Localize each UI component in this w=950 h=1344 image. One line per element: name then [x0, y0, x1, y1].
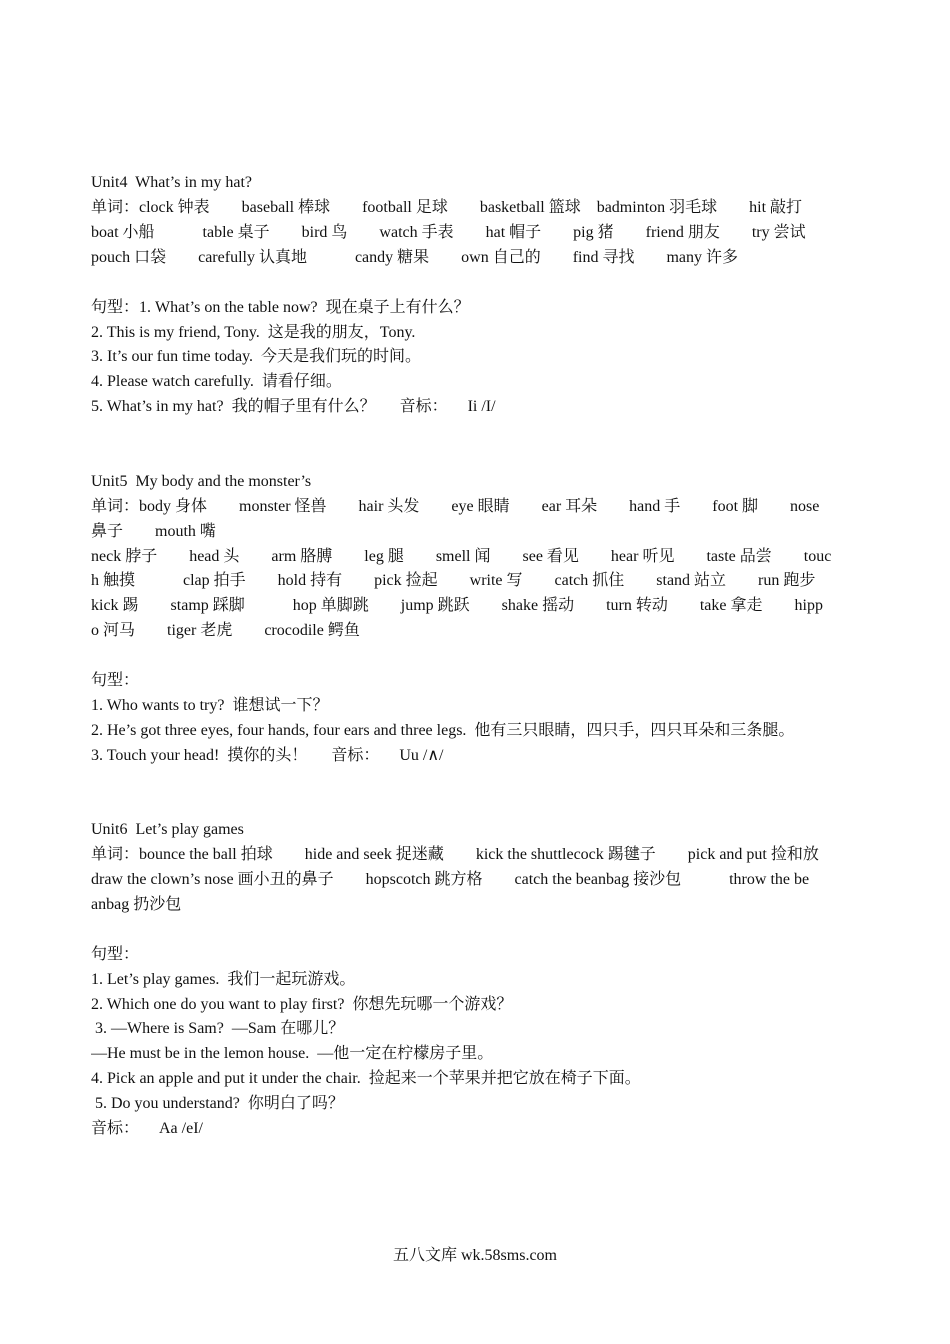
unit4-sentence-line: 5. What’s in my hat? 我的帽子里有什么？ 音标： Ii /I/	[91, 398, 496, 415]
unit6-sentence-line: —He must be in the lemon house. —他一定在柠檬房子里。	[91, 1045, 494, 1062]
unit5-vocab-line: neck 脖子 head 头 arm 胳膊 leg 腿 smell 闻 see 看见 hear 听见 taste 品尝 touc	[91, 548, 832, 565]
unit5-vocab-line: 鼻子 mouth 嘴	[91, 523, 216, 540]
unit4-vocab-line: pouch 口袋 carefully 认真地 candy 糖果 own 自己的 find 寻找 many 许多	[91, 249, 739, 266]
unit4-title: Unit4 What’s in my hat?	[91, 174, 253, 191]
unit4-sentence-line: 4. Please watch carefully. 请看仔细。	[91, 373, 342, 390]
unit6-sentence-line: 5. Do you understand? 你明白了吗？	[91, 1095, 344, 1112]
unit6-sentence-line: 4. Pick an apple and put it under the chair. 捡起来一个苹果并把它放在椅子下面。	[91, 1070, 641, 1087]
unit4-vocab-line: 单词：clock 钟表 baseball 棒球 football 足球 basketball 篮球 badminton 羽毛球 hit 敲打	[91, 199, 803, 216]
unit5-sentence-line: 3. Touch your head! 摸你的头！ 音标： Uu /∧/	[91, 747, 444, 764]
unit6-sentence-header: 句型：	[91, 946, 140, 963]
unit5-vocab-line: kick 踢 stamp 踩脚 hop 单脚跳 jump 跳跃 shake 摇动 turn 转动 take 拿走 hipp	[91, 597, 823, 614]
unit5-vocab-line: o 河马 tiger 老虎 crocodile 鳄鱼	[91, 622, 360, 639]
unit5-sentence-header: 句型：	[91, 672, 140, 689]
unit6-vocab-line: 单词：bounce the ball 拍球 hide and seek 捉迷藏 kick the shuttlecock 踢毽子 pick and put 捡和放	[91, 846, 819, 863]
unit5-sentence-line: 1. Who wants to try? 谁想试一下？	[91, 697, 329, 714]
unit6-sentence-line: 2. Which one do you want to play first? 你想先玩哪一个游戏？	[91, 996, 513, 1013]
page-footer: 五八文库 wk.58sms.com	[392, 1247, 557, 1264]
unit6-vocab-line: draw the clown’s nose 画小丑的鼻子 hopscotch 跳方格 catch the beanbag 接沙包 throw the be	[91, 871, 810, 888]
unit6-vocab-line: anbag 扔沙包	[91, 896, 182, 913]
unit6-sentence-line: 音标： Aa /eI/	[91, 1120, 203, 1137]
unit6-sentence-line: 3. —Where is Sam? —Sam 在哪儿？	[91, 1020, 345, 1037]
unit4-sentence-line: 句型：1. What’s on the table now? 现在桌子上有什么？	[91, 299, 470, 316]
unit6-sentence-line: 1. Let’s play games. 我们一起玩游戏。	[91, 971, 356, 988]
unit4-sentence-line: 3. It’s our fun time today. 今天是我们玩的时间。	[91, 348, 422, 365]
unit5-title: Unit5 My body and the monster’s	[91, 473, 312, 490]
unit4-vocab-line: boat 小船 table 桌子 bird 鸟 watch 手表 hat 帽子 pig 猪 friend 朋友 try 尝试	[91, 224, 806, 241]
unit6-title: Unit6 Let’s play games	[91, 821, 244, 838]
unit5-vocab-line: 单词：body 身体 monster 怪兽 hair 头发 eye 眼睛 ear 耳朵 hand 手 foot 脚 nose	[91, 498, 820, 515]
unit5-sentence-line: 2. He’s got three eyes, four hands, four ears and three legs. 他有三只眼睛，四只手，四只耳朵和三条腿。	[91, 722, 795, 739]
unit5-vocab-line: h 触摸 clap 拍手 hold 持有 pick 捡起 write 写 catch 抓住 stand 站立 run 跑步	[91, 572, 816, 589]
unit4-sentence-line: 2. This is my friend, Tony. 这是我的朋友，Tony.	[91, 324, 416, 341]
